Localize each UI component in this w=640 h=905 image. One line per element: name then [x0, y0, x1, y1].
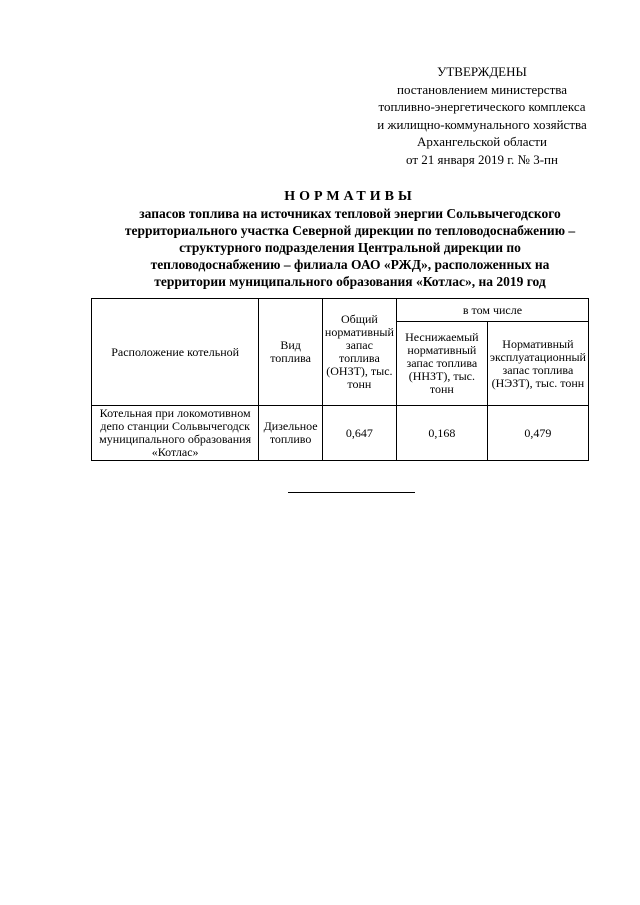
footer-divider	[288, 492, 415, 493]
header-location: Расположение котельной	[92, 299, 259, 406]
page-title: НОРМАТИВЫ	[284, 189, 416, 204]
document-title	[88, 188, 612, 290]
title-subline: запасов топлива на источниках тепловой энергии Сольвычегодского	[139, 206, 561, 221]
cell-nnzt: 0,168	[396, 406, 487, 461]
header-including: в том числе	[396, 299, 588, 322]
approval-date: от 21 января 2019 г. № 3-пн	[406, 151, 558, 167]
table-row	[92, 406, 589, 461]
header-nnzt: Неснижаемый нормативный запас топлива (ННЗТ), тыс. тонн	[396, 322, 487, 406]
header-nezt: Нормативный эксплуатационный запас топлива (НЭЗТ), тыс. тонн	[487, 322, 588, 406]
title-subline: структурного подразделения Центральной дирекции по	[179, 240, 521, 255]
header-fuel-type: Вид топлива	[259, 299, 323, 406]
approval-line: топливно-энергетического комплекса	[378, 99, 586, 114]
title-subline: территории муниципального образования «Котлас», на 2019 год	[154, 274, 546, 289]
header-total: Общий нормативный запас топлива (ОНЗТ), тыс. тонн	[322, 299, 396, 406]
approval-line: постановлением министерства	[396, 81, 567, 97]
cell-fuel-type: Дизельное топливо	[259, 406, 323, 461]
title-subline: территориального участка Северной дирекции по тепловодоснабжению –	[124, 223, 576, 238]
approval-title: УТВЕРЖДЕНЫ	[437, 64, 527, 79]
approval-line: Архангельской области	[417, 134, 547, 149]
approval-stamp	[352, 63, 612, 168]
cell-nezt: 0,479	[487, 406, 588, 461]
cell-location: Котельная при локомотивном депо станции Сольвычегодск муниципального образования «Котлас»	[92, 406, 259, 461]
cell-total: 0,647	[322, 406, 396, 461]
title-subline: тепловодоснабжению – филиала ОАО «РЖД», расположенных на	[150, 257, 550, 272]
approval-line: и жилищно-коммунального хозяйства	[377, 116, 587, 132]
norms-table	[91, 298, 589, 461]
